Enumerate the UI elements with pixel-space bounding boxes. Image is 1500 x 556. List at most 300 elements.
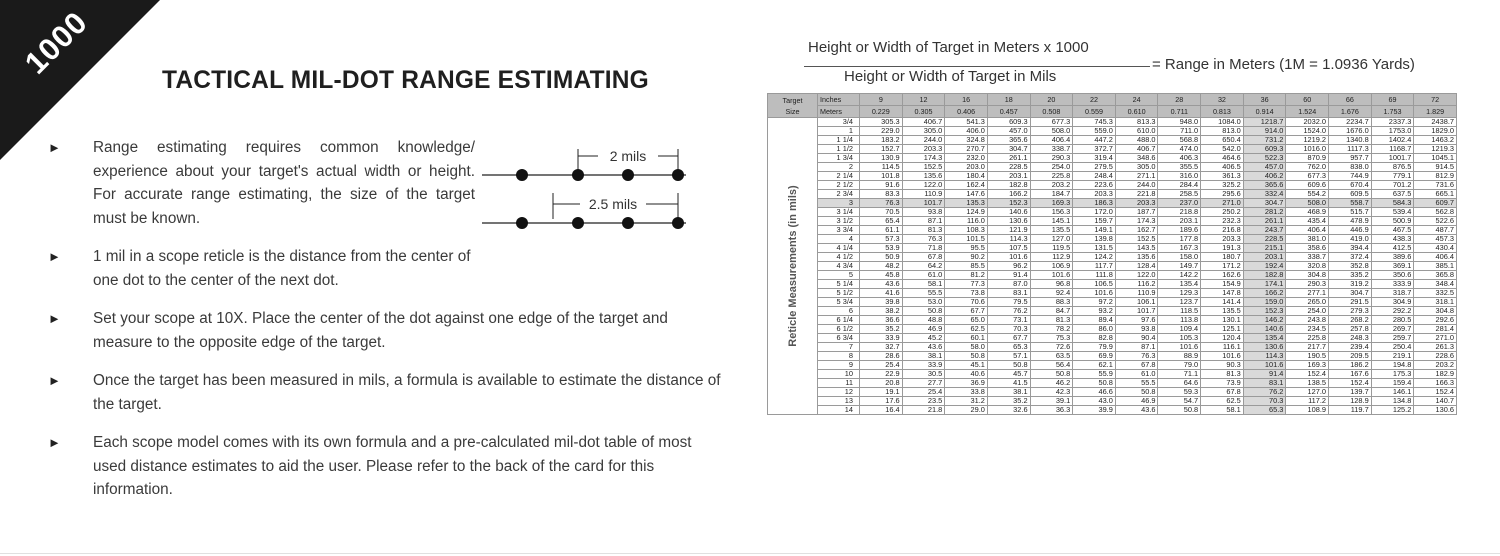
range-cell: 128.9	[1329, 397, 1372, 406]
range-cell: 319.4	[1073, 154, 1116, 163]
range-cell: 43.6	[902, 343, 945, 352]
range-cell: 562.8	[1414, 208, 1457, 217]
range-cell: 304.7	[987, 145, 1030, 154]
range-cell: 406.4	[1414, 253, 1457, 262]
range-cell: 101.8	[860, 172, 903, 181]
range-cell: 464.6	[1201, 154, 1244, 163]
range-cell: 228.6	[1414, 352, 1457, 361]
range-cell: 93.8	[1115, 325, 1158, 334]
range-cell: 138.5	[1286, 379, 1329, 388]
row-axis-label-cell	[768, 118, 818, 415]
range-cell: 88.9	[1158, 352, 1201, 361]
range-cell: 239.4	[1329, 343, 1372, 352]
range-cell: 110.9	[902, 190, 945, 199]
range-cell: 117.7	[1073, 262, 1116, 271]
range-cell: 812.9	[1414, 172, 1457, 181]
range-cell: 64.2	[902, 262, 945, 271]
range-cell: 101.6	[1201, 352, 1244, 361]
range-cell: 813.3	[1115, 118, 1158, 127]
range-cell: 203.3	[1115, 199, 1158, 208]
range-cell: 50.9	[860, 253, 903, 262]
table-row	[768, 388, 1457, 397]
range-cell: 219.1	[1371, 352, 1414, 361]
range-cell: 119.7	[1329, 406, 1372, 415]
range-cell: 54.7	[1158, 397, 1201, 406]
range-cell: 381.0	[1286, 235, 1329, 244]
range-cell: 50.8	[1115, 388, 1158, 397]
range-cell: 146.1	[1371, 388, 1414, 397]
table-row	[768, 199, 1457, 208]
mils-cell: 3 1/2	[818, 217, 860, 226]
range-cell: 76.3	[860, 199, 903, 208]
range-cell: 62.5	[1201, 397, 1244, 406]
mils-cell: 6 1/4	[818, 316, 860, 325]
range-cell: 72.6	[1030, 343, 1073, 352]
range-cell: 83.3	[860, 190, 903, 199]
table-row	[768, 154, 1457, 163]
range-cell: 101.5	[945, 235, 988, 244]
range-cell: 203.2	[1414, 361, 1457, 370]
range-cell: 53.0	[902, 298, 945, 307]
table-row	[768, 379, 1457, 388]
range-cell: 114.3	[987, 235, 1030, 244]
range-cell: 61.1	[860, 226, 903, 235]
range-cell: 122.0	[1115, 271, 1158, 280]
range-cell: 559.0	[1073, 127, 1116, 136]
reticle-dot	[622, 217, 634, 229]
range-cell: 64.6	[1158, 379, 1201, 388]
range-cell: 232.0	[945, 154, 988, 163]
range-cell: 135.6	[1115, 253, 1158, 262]
range-cell: 91.4	[987, 271, 1030, 280]
range-cell: 65.4	[860, 217, 903, 226]
meters-column-header: 0.813	[1201, 106, 1244, 118]
meters-column-header: 0.610	[1115, 106, 1158, 118]
range-cell: 319.2	[1329, 280, 1372, 289]
range-cell: 305.0	[902, 127, 945, 136]
range-cell: 117.2	[1286, 397, 1329, 406]
mils-cell: 7	[818, 343, 860, 352]
range-cell: 1753.0	[1371, 127, 1414, 136]
range-cell: 701.2	[1371, 181, 1414, 190]
range-cell: 277.1	[1286, 289, 1329, 298]
range-cell: 194.8	[1371, 361, 1414, 370]
range-cell: 39.8	[860, 298, 903, 307]
range-cell: 21.8	[902, 406, 945, 415]
range-cell: 182.9	[1414, 370, 1457, 379]
range-cell: 50.8	[902, 307, 945, 316]
range-cell: 121.9	[987, 226, 1030, 235]
range-cell: 32.6	[987, 406, 1030, 415]
range-cell: 304.8	[1414, 307, 1457, 316]
range-cell: 500.9	[1371, 217, 1414, 226]
range-cell: 348.4	[1414, 280, 1457, 289]
mils-cell: 1	[818, 127, 860, 136]
range-cell: 106.1	[1115, 298, 1158, 307]
range-cell: 83.1	[987, 289, 1030, 298]
range-cell: 355.5	[1158, 163, 1201, 172]
range-cell: 65.0	[945, 316, 988, 325]
range-cell: 419.0	[1329, 235, 1372, 244]
range-cell: 744.9	[1329, 172, 1372, 181]
range-cell: 166.2	[1243, 289, 1286, 298]
range-cell: 369.1	[1371, 262, 1414, 271]
range-cell: 187.7	[1115, 208, 1158, 217]
range-cell: 159.7	[1073, 217, 1116, 226]
range-cell: 113.8	[1158, 316, 1201, 325]
range-cell: 304.8	[1286, 271, 1329, 280]
reticle-dot	[622, 169, 634, 181]
range-cell: 36.3	[1030, 406, 1073, 415]
range-cell: 406.4	[1030, 136, 1073, 145]
range-cell: 333.9	[1371, 280, 1414, 289]
range-cell: 45.2	[902, 334, 945, 343]
range-cell: 129.3	[1158, 289, 1201, 298]
meters-column-header: 1.524	[1286, 106, 1329, 118]
range-cell: 372.7	[1073, 145, 1116, 154]
mils-cell: 3 3/4	[818, 226, 860, 235]
table-row	[768, 352, 1457, 361]
range-cell: 1117.3	[1329, 145, 1372, 154]
range-cell: 609.5	[1329, 190, 1372, 199]
range-cell: 101.6	[1073, 289, 1116, 298]
range-cell: 372.4	[1329, 253, 1372, 262]
range-cell: 25.4	[902, 388, 945, 397]
range-cell: 30.5	[902, 370, 945, 379]
range-cell: 191.3	[1201, 244, 1244, 253]
range-cell: 1676.0	[1329, 127, 1372, 136]
range-cell: 406.5	[1201, 163, 1244, 172]
range-cell: 335.2	[1329, 271, 1372, 280]
range-cell: 229.0	[860, 127, 903, 136]
formula-fraction-bar	[804, 66, 1150, 67]
dot-row-bottom	[482, 217, 686, 229]
two-mils-label: 2 mils	[609, 148, 647, 164]
range-cell: 250.2	[1201, 208, 1244, 217]
range-cell: 58.1	[1201, 406, 1244, 415]
mils-cell: 11	[818, 379, 860, 388]
range-cell: 468.9	[1286, 208, 1329, 217]
range-cell: 280.5	[1371, 316, 1414, 325]
range-cell: 316.0	[1158, 172, 1201, 181]
range-cell: 271.1	[1115, 172, 1158, 181]
bullet-text: Once the target has been measured in mils, a formula is available to estimate the distance of the target.	[93, 372, 721, 413]
range-cell: 141.4	[1201, 298, 1244, 307]
range-cell: 130.9	[860, 154, 903, 163]
range-cell: 130.6	[1243, 343, 1286, 352]
range-cell: 244.0	[1115, 181, 1158, 190]
range-cell: 221.8	[1115, 190, 1158, 199]
range-cell: 711.0	[1158, 127, 1201, 136]
inches-column-header: 36	[1243, 94, 1286, 106]
range-cell: 332.4	[1243, 190, 1286, 199]
range-cell: 19.1	[860, 388, 903, 397]
range-cell: 139.7	[1329, 388, 1372, 397]
range-cell: 295.6	[1201, 190, 1244, 199]
range-cell: 162.6	[1201, 271, 1244, 280]
range-cell: 147.8	[1201, 289, 1244, 298]
range-cell: 119.5	[1030, 244, 1073, 253]
range-cell: 91.6	[860, 181, 903, 190]
bullet-item	[48, 431, 728, 502]
inches-column-header: 20	[1030, 94, 1073, 106]
range-cell: 65.3	[987, 343, 1030, 352]
table-row	[768, 289, 1457, 298]
range-cell: 149.1	[1073, 226, 1116, 235]
formula-numerator: Height or Width of Target in Meters x 1000	[808, 39, 1089, 56]
range-cell: 1219.3	[1414, 145, 1457, 154]
table-row	[768, 181, 1457, 190]
range-cell: 670.4	[1329, 181, 1372, 190]
range-cell: 112.9	[1030, 253, 1073, 262]
range-cell: 1016.0	[1286, 145, 1329, 154]
range-cell: 35.2	[860, 325, 903, 334]
range-cell: 96.8	[1030, 280, 1073, 289]
range-cell: 147.6	[945, 190, 988, 199]
range-cell: 116.1	[1201, 343, 1244, 352]
range-cell: 1524.0	[1286, 127, 1329, 136]
range-cell: 152.5	[902, 163, 945, 172]
meters-column-header: 0.559	[1073, 106, 1116, 118]
bottom-divider	[0, 553, 1500, 554]
table-row	[768, 163, 1457, 172]
range-cell: 406.2	[1243, 172, 1286, 181]
range-cell: 350.6	[1371, 271, 1414, 280]
range-cell: 257.8	[1329, 325, 1372, 334]
table-row	[768, 370, 1457, 379]
range-cell: 84.7	[1030, 307, 1073, 316]
mils-cell: 1 3/4	[818, 154, 860, 163]
range-cell: 406.4	[1286, 226, 1329, 235]
table-row	[768, 325, 1457, 334]
mils-cell: 12	[818, 388, 860, 397]
range-cell: 36.9	[945, 379, 988, 388]
range-cell: 65.3	[1243, 406, 1286, 415]
meters-column-header: 1.829	[1414, 106, 1457, 118]
range-cell: 228.5	[1243, 235, 1286, 244]
range-cell: 478.9	[1329, 217, 1372, 226]
range-cell: 101.7	[1115, 307, 1158, 316]
range-cell: 127.0	[1030, 235, 1073, 244]
range-cell: 50.8	[987, 361, 1030, 370]
range-cell: 93.2	[1073, 307, 1116, 316]
badge-label: 1000	[18, 4, 95, 81]
range-cell: 474.0	[1158, 145, 1201, 154]
meters-column-header: 0.914	[1243, 106, 1286, 118]
two-half-mils-dimension	[553, 193, 678, 219]
formula-result: = Range in Meters (1M = 1.0936 Yards)	[1152, 56, 1415, 73]
range-cell: 58.0	[945, 343, 988, 352]
range-cell: 271.0	[1201, 199, 1244, 208]
range-cell: 116.2	[1115, 280, 1158, 289]
range-cell: 385.1	[1414, 262, 1457, 271]
range-cell: 162.7	[1115, 226, 1158, 235]
mil-dot-diagram	[478, 145, 690, 235]
range-cell: 1084.0	[1201, 118, 1244, 127]
range-cell: 95.5	[945, 244, 988, 253]
range-cell: 127.0	[1286, 388, 1329, 397]
mil-dot-table	[767, 93, 1457, 415]
range-cell: 186.2	[1329, 361, 1372, 370]
range-cell: 109.4	[1158, 325, 1201, 334]
mils-cell: 3 1/4	[818, 208, 860, 217]
mils-cell: 3/4	[818, 118, 860, 127]
range-cell: 1829.0	[1414, 127, 1457, 136]
range-cell: 122.0	[902, 181, 945, 190]
range-cell: 1463.2	[1414, 136, 1457, 145]
range-cell: 140.6	[1243, 325, 1286, 334]
bullet-text: 1 mil in a scope reticle is the distance from the center of one dot to the center of the next dot.	[93, 248, 471, 289]
range-cell: 146.2	[1243, 316, 1286, 325]
mils-cell: 4 1/4	[818, 244, 860, 253]
range-cell: 290.3	[1030, 154, 1073, 163]
mils-cell: 2 3/4	[818, 190, 860, 199]
range-cell: 38.2	[860, 307, 903, 316]
range-cell: 123.7	[1158, 298, 1201, 307]
range-cell: 522.6	[1414, 217, 1457, 226]
range-cell: 73.8	[945, 289, 988, 298]
inches-column-header: 66	[1329, 94, 1372, 106]
range-cell: 876.5	[1371, 163, 1414, 172]
range-cell: 46.9	[902, 325, 945, 334]
range-cell: 352.8	[1329, 262, 1372, 271]
range-cell: 59.3	[1158, 388, 1201, 397]
range-cell: 487.7	[1414, 226, 1457, 235]
range-cell: 152.4	[1329, 379, 1372, 388]
range-cell: 223.6	[1073, 181, 1116, 190]
range-cell: 76.3	[902, 235, 945, 244]
target-header-label: Target	[782, 95, 803, 105]
meters-column-header: 0.406	[945, 106, 988, 118]
range-cell: 42.3	[1030, 388, 1073, 397]
range-cell: 83.1	[1243, 379, 1286, 388]
range-cell: 135.4	[1243, 334, 1286, 343]
inches-column-header: 18	[987, 94, 1030, 106]
range-cell: 203.1	[1243, 253, 1286, 262]
range-cell: 394.4	[1329, 244, 1372, 253]
table-row	[768, 262, 1457, 271]
range-cell: 71.1	[1158, 370, 1201, 379]
range-cell: 406.7	[1115, 145, 1158, 154]
range-cell: 169.3	[1030, 199, 1073, 208]
range-cell: 318.7	[1371, 289, 1414, 298]
mils-cell: 3	[818, 199, 860, 208]
range-cell: 111.8	[1073, 271, 1116, 280]
range-cell: 522.3	[1243, 154, 1286, 163]
range-cell: 61.0	[902, 271, 945, 280]
range-cell: 67.8	[1115, 361, 1158, 370]
mils-cell: 14	[818, 406, 860, 415]
arrow-icon: ►	[48, 140, 61, 155]
mils-cell: 2 1/4	[818, 172, 860, 181]
range-cell: 365.6	[1243, 181, 1286, 190]
range-cell: 125.2	[1371, 406, 1414, 415]
range-cell: 324.8	[945, 136, 988, 145]
range-cell: 73.9	[1201, 379, 1244, 388]
arrow-icon: ►	[48, 435, 61, 450]
range-cell: 61.0	[1115, 370, 1158, 379]
range-cell: 57.1	[987, 352, 1030, 361]
range-cell: 90.3	[1201, 361, 1244, 370]
reticle-dot	[672, 169, 684, 181]
range-cell: 67.8	[902, 253, 945, 262]
range-cell: 32.7	[860, 343, 903, 352]
range-cell: 101.6	[1158, 343, 1201, 352]
range-cell: 124.9	[945, 208, 988, 217]
range-cell: 90.4	[1115, 334, 1158, 343]
range-cell: 108.9	[1286, 406, 1329, 415]
range-cell: 957.7	[1329, 154, 1372, 163]
range-cell: 180.7	[1201, 253, 1244, 262]
range-cell: 101.6	[1030, 271, 1073, 280]
table-row	[768, 343, 1457, 352]
range-cell: 269.7	[1371, 325, 1414, 334]
range-cell: 73.1	[987, 316, 1030, 325]
range-cell: 130.1	[1201, 316, 1244, 325]
bullet-text: Range estimating requires common knowledge/ experience about your target's actual width or height. For accurate range estimating, the size of the target must be known.	[93, 139, 475, 227]
range-cell: 365.6	[987, 136, 1030, 145]
range-cell: 745.3	[1073, 118, 1116, 127]
range-cell: 39.9	[1073, 406, 1116, 415]
reticle-dot	[516, 169, 528, 181]
range-cell: 304.7	[1329, 289, 1372, 298]
range-cell: 38.1	[902, 352, 945, 361]
table-row	[768, 316, 1457, 325]
range-cell: 1168.7	[1371, 145, 1414, 154]
range-cell: 46.9	[1115, 397, 1158, 406]
range-cell: 101.7	[902, 199, 945, 208]
bullet-item	[48, 307, 728, 354]
range-cell: 228.5	[987, 163, 1030, 172]
range-cell: 172.0	[1073, 208, 1116, 217]
range-cell: 116.0	[945, 217, 988, 226]
meters-column-header: 1.753	[1371, 106, 1414, 118]
range-cell: 105.3	[1158, 334, 1201, 343]
range-cell: 134.8	[1371, 397, 1414, 406]
meters-column-header: 0.457	[987, 106, 1030, 118]
range-cell: 438.3	[1371, 235, 1414, 244]
range-cell: 166.3	[1414, 379, 1457, 388]
dot-row-top	[482, 169, 686, 181]
range-cell: 23.5	[902, 397, 945, 406]
range-cell: 184.7	[1030, 190, 1073, 199]
range-cell: 159.4	[1371, 379, 1414, 388]
table-row	[768, 172, 1457, 181]
range-cell: 27.7	[902, 379, 945, 388]
range-cell: 446.9	[1329, 226, 1372, 235]
range-cell: 67.7	[945, 307, 988, 316]
reticle-dot	[672, 217, 684, 229]
range-cell: 243.7	[1243, 226, 1286, 235]
range-cell: 248.3	[1329, 334, 1372, 343]
mils-cell: 6 3/4	[818, 334, 860, 343]
table-row	[768, 127, 1457, 136]
arrow-icon: ►	[48, 311, 61, 326]
range-cell: 75.3	[1030, 334, 1073, 343]
range-cell: 2337.3	[1371, 118, 1414, 127]
range-cell: 43.6	[1115, 406, 1158, 415]
table-row	[768, 244, 1457, 253]
range-cell: 43.6	[860, 280, 903, 289]
table-row	[768, 136, 1457, 145]
range-cell: 53.9	[860, 244, 903, 253]
range-cell: 135.4	[1158, 280, 1201, 289]
range-cell: 162.4	[945, 181, 988, 190]
range-cell: 35.2	[987, 397, 1030, 406]
bullet-text: Set your scope at 10X. Place the center of the dot against one edge of the target and measure to the opposite edge of the target.	[93, 310, 668, 351]
two-half-mils-label: 2.5 mils	[588, 196, 638, 212]
range-cell: 130.6	[1414, 406, 1457, 415]
